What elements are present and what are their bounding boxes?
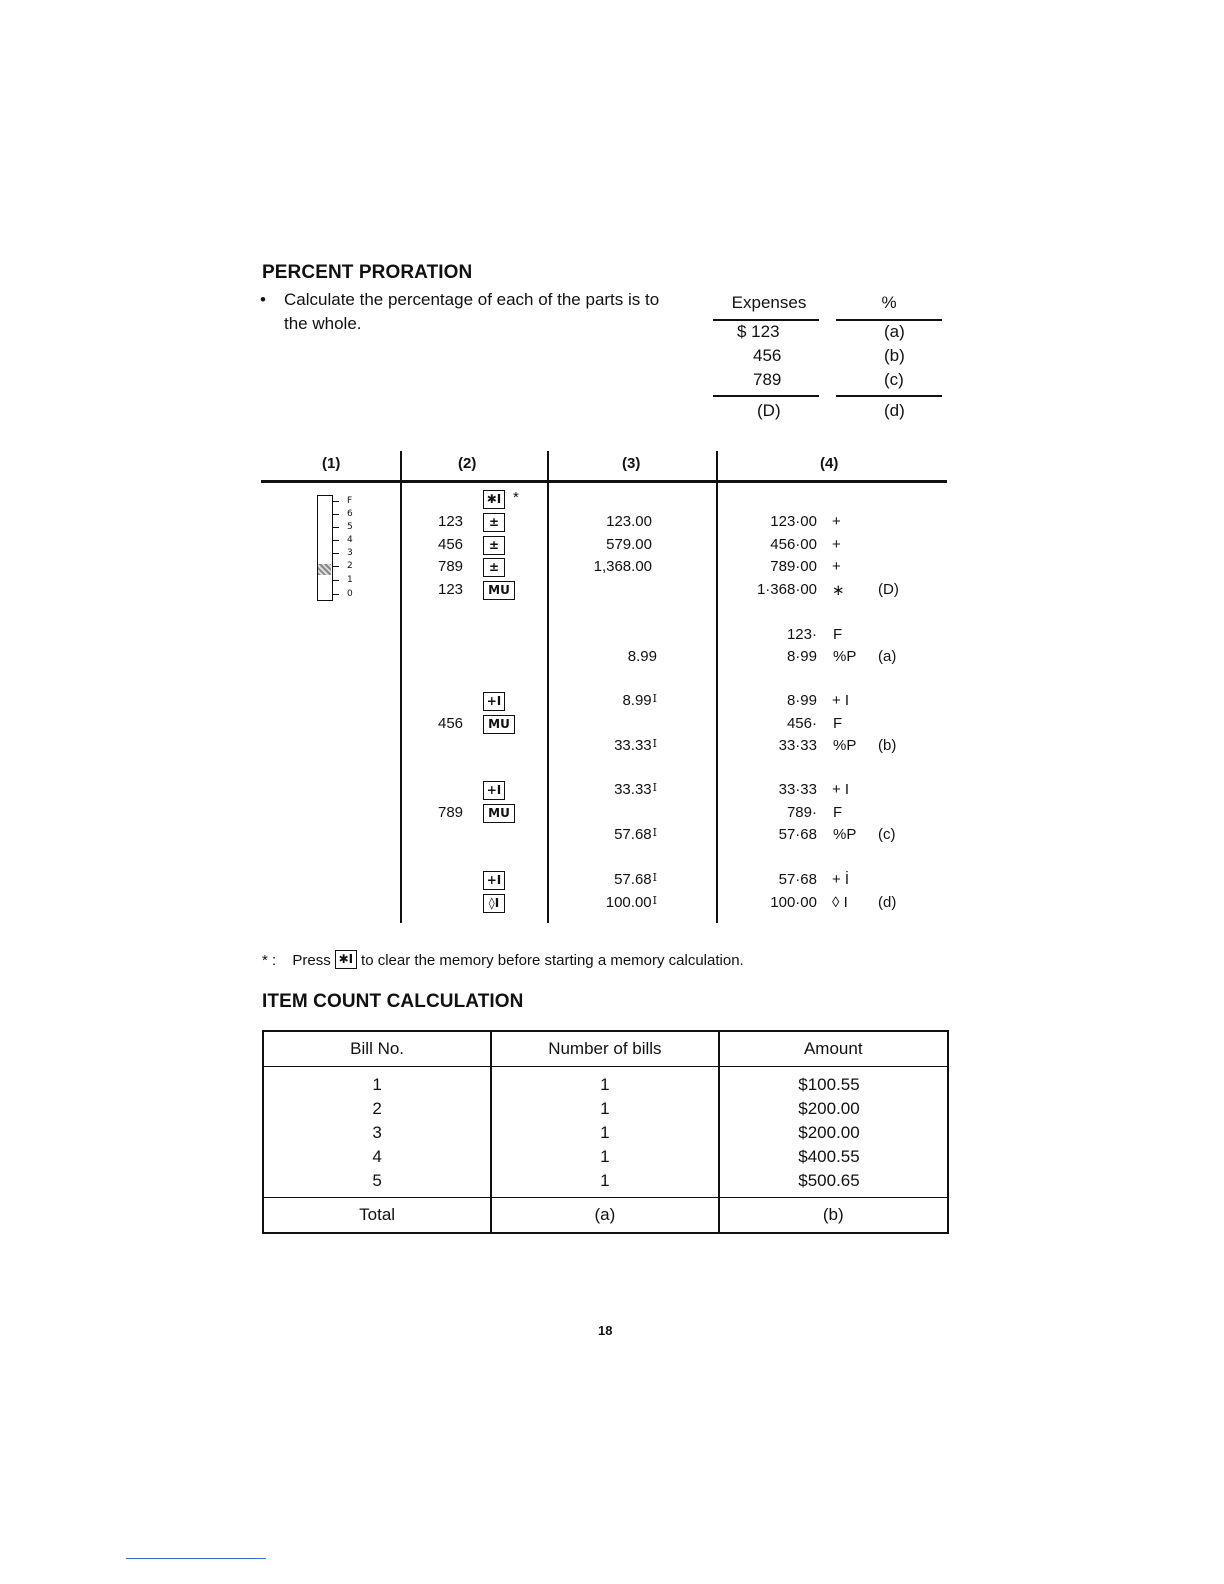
switch-tick-mark [333,514,339,515]
display-number: 57.68 [614,871,652,888]
print-number: 123· [786,626,817,643]
memory-indicator: I [652,826,657,839]
print-label: (D) [878,581,899,598]
plus-minus-key: ± [483,558,505,577]
switch-label: F [347,496,353,506]
table-row [263,1067,948,1098]
print-number: 57·68 [778,871,817,888]
print-symbol: + [832,536,841,553]
entry-number: 123 [438,581,464,598]
expense-value: 789 [753,370,782,389]
memory-indicator: I [652,871,657,884]
print-label: (b) [878,737,897,754]
print-symbol: + I [832,692,850,709]
footnote-text-after: to clear the memory before starting a memory calculation. [361,952,744,969]
memory-indicator: I [652,781,657,794]
print-symbol: + I [832,781,850,798]
print-symbol: F [833,715,843,732]
plus-minus-key: ± [483,536,505,555]
print-label: (c) [878,826,896,843]
column-divider [400,451,402,923]
print-symbol: F [833,804,843,821]
display-value: 579.00 [606,536,652,553]
expense-value: $ 123 [737,322,780,341]
print-label: (a) [878,648,897,665]
display-number: 8.99 [622,692,652,709]
amount: $500.65 [798,1171,860,1190]
description-line-2: the whole. [284,314,362,333]
switch-tick-mark [333,540,339,541]
table-row [263,1097,948,1121]
number-of-bills: 1 [491,1097,718,1121]
print-label: (d) [878,894,897,911]
display-value-with-memory [547,737,657,754]
percent-value: (a) [884,322,905,341]
percent-header: % [881,293,897,312]
switch-label: 6 [347,509,353,519]
memory-indicator: I [652,692,657,705]
plus-minus-key: ± [483,513,505,532]
table-row [263,1145,948,1169]
procedure-header-rule [261,480,947,483]
description-line-1: Calculate the percentage of each of the parts is to [284,290,660,309]
number-of-bills: 1 [491,1067,718,1098]
number-of-bills: 1 [491,1121,718,1145]
section-title-item-count: ITEM COUNT CALCULATION [262,991,524,1012]
percent-value: (b) [884,346,905,365]
display-value-with-memory [547,894,657,911]
print-number: 8·99 [786,648,817,665]
memory-plus-key: +I [483,871,505,890]
clear-memory-key: ✱I [335,950,357,969]
bill-number: 5 [263,1169,491,1198]
decimal-switch [317,495,333,601]
print-number: 57·68 [778,826,817,843]
footnote [262,950,744,969]
column-header-3: (3) [622,455,641,472]
column-header-1: (1) [322,455,341,472]
total-bills: (a) [491,1198,718,1234]
print-number: 789· [786,804,817,821]
memory-recall-key: ◊I [483,894,505,913]
display-number: 57.68 [614,826,652,843]
switch-tick-mark [333,501,339,502]
percent-total-rule [836,395,942,397]
column-header-2: (2) [458,455,477,472]
page-number: 18 [598,1323,613,1338]
number-of-bills: 1 [491,1145,718,1169]
table-total-row [263,1198,948,1234]
print-number: 33·33 [778,781,817,798]
switch-tick-mark [333,566,339,567]
entry-number: 456 [438,536,464,553]
table-row [263,1121,948,1145]
print-symbol: ◊ I [832,894,848,911]
column-header: Bill No. [263,1031,491,1067]
percent-header-rule [836,319,942,321]
footnote-key-wrap [335,950,357,969]
display-value-with-memory [547,826,657,843]
column-header: Number of bills [491,1031,718,1067]
display-value: 123.00 [606,513,652,530]
memory-indicator: I [652,894,657,907]
display-value-with-memory [547,692,657,709]
print-symbol: %P [833,826,857,843]
print-number: 8·99 [786,692,817,709]
entry-number: 456 [438,715,464,732]
bill-number: 4 [263,1145,491,1169]
print-symbol: + [832,513,841,530]
memory-plus-key: +I [483,781,505,800]
bill-number: 2 [263,1097,491,1121]
amount-cell [719,1169,948,1198]
item-count-table [262,1030,949,1234]
clear-memory-key: ✱I [483,490,505,509]
display-number: 100.00 [605,894,652,911]
bill-number: 3 [263,1121,491,1145]
switch-label: 1 [347,575,353,585]
expense-value: 456 [753,346,782,365]
switch-label: 0 [347,589,353,599]
switch-label: 5 [347,522,353,532]
table-header-row [263,1031,948,1067]
amount: $400.55 [798,1147,860,1166]
display-value-with-memory [547,781,657,798]
footnote-text-before: Press [292,952,331,969]
print-number: 456· [786,715,817,732]
amount-cell [719,1097,948,1121]
print-symbol: %P [833,648,857,665]
display-number: 33.33 [614,737,652,754]
expenses-total: (D) [757,401,781,420]
entry-number: 789 [438,558,464,575]
amount-cell [719,1121,948,1145]
switch-tick-mark [333,594,339,595]
number-of-bills: 1 [491,1169,718,1198]
print-number: 100·00 [770,894,817,911]
memory-indicator: I [652,737,657,750]
table-row [263,1169,948,1198]
display-number: 33.33 [614,781,652,798]
percent-value: (c) [884,370,904,389]
display-value: 1,368.00 [593,558,652,575]
bullet: • [260,290,266,309]
total-amount: (b) [719,1198,948,1234]
switch-label: 4 [347,535,353,545]
display-value-with-memory [547,871,657,888]
amount: $200.00 [798,1099,860,1118]
switch-label: 2 [347,561,353,571]
print-number: 123·00 [770,513,817,530]
print-symbol: ∗ [832,582,845,599]
section-title-percent-proration: PERCENT PRORATION [262,262,473,283]
amount: $200.00 [798,1123,860,1142]
entry-number: 789 [438,804,464,821]
column-header-4: (4) [820,455,839,472]
print-symbol: + İ [832,871,850,888]
mu-key: MU [483,804,515,823]
switch-tick-mark [333,553,339,554]
column-header: Amount [719,1031,948,1067]
print-number: 456·00 [770,536,817,553]
expenses-header-rule [713,319,819,321]
total-label: Total [263,1198,491,1234]
footnote-marker: * : [262,952,277,969]
memory-plus-key: +I [483,692,505,711]
mu-key: MU [483,581,515,600]
expenses-header: Expenses [731,293,807,312]
display-value: 8.99 [627,648,657,665]
print-number: 1·368·00 [756,581,817,598]
print-symbol: %P [833,737,857,754]
amount-cell [719,1067,948,1098]
print-symbol: + [832,558,841,575]
switch-knob [318,564,331,575]
footer-rule [126,1558,266,1559]
amount: $100.55 [798,1075,860,1094]
switch-tick-mark [333,580,339,581]
print-number: 789·00 [770,558,817,575]
amount-cell [719,1145,948,1169]
asterisk-marker: * [513,489,519,506]
mu-key: MU [483,715,515,734]
bill-number: 1 [263,1067,491,1098]
switch-tick-mark [333,527,339,528]
column-divider [716,451,718,923]
expenses-total-rule [713,395,819,397]
percent-total: (d) [884,401,905,420]
entry-number: 123 [438,513,464,530]
switch-label: 3 [347,548,353,558]
print-symbol: F [833,626,843,643]
print-number: 33·33 [778,737,817,754]
